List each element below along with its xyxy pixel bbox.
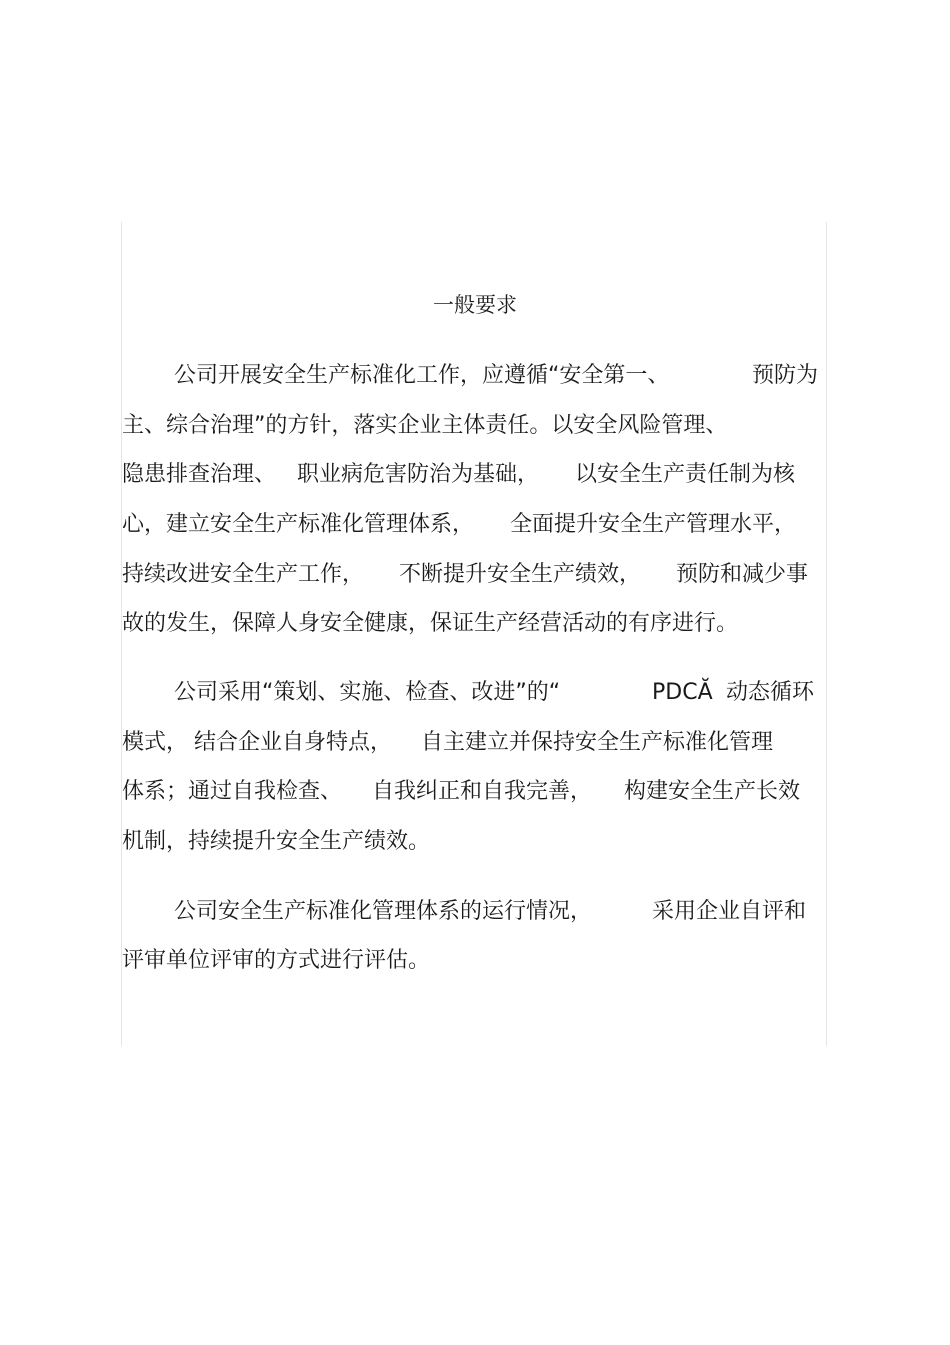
text-segment: 采用企业自评和 [652,899,807,924]
text-segment: 动态循环 [726,680,815,705]
text-segment: 公司采用“策划、实施、检查、改进”的“ [174,680,561,705]
text-segment: 自我纠正和自我完善， [372,779,593,804]
text-segment: 评审单位评审的方式进行评估。 [122,948,431,973]
text-segment: 不断提升安全生产绩效， [399,562,642,587]
text-segment: 以安全生产责任制为核 [575,462,796,487]
text-segment: 体系；通过自我检查、 [122,779,343,804]
text-segment: 心，建立安全生产标准化管理体系， [122,512,475,537]
text-segment: 职业病危害防治为基础， [297,462,540,487]
text-segment: 自主建立并保持安全生产标准化管理 [421,730,774,755]
text-segment: 全面提升安全生产管理水平， [510,512,797,537]
text-segment: 持续改进安全生产工作， [122,562,365,587]
text-segment: 主、综合治理”的方针，落实企业主体责任。以安全风险管理、 [122,413,728,438]
text-segment: 预防为 [752,363,819,388]
text-segment: 故的发生，保障人身安全健康，保证生产经营活动的有序进行。 [122,611,739,636]
document-title: 一般要求 [433,293,517,317]
text-segment: 模式， [122,730,189,755]
text-segment: 公司安全生产标准化管理体系的运行情况， [174,899,593,924]
text-segment: 构建安全生产长效 [624,779,801,804]
text-segment: 结合企业自身特点， [194,730,393,755]
text-segment: 隐患排查治理、 [122,462,277,487]
text-segment: 预防和减少事 [676,562,809,587]
text-segment: 公司开展安全生产标准化工作，应遵循“安全第一、 [174,363,670,388]
text-segment: 机制，持续提升安全生产绩效。 [122,829,431,854]
text-segment: PDCĂ [652,680,713,705]
